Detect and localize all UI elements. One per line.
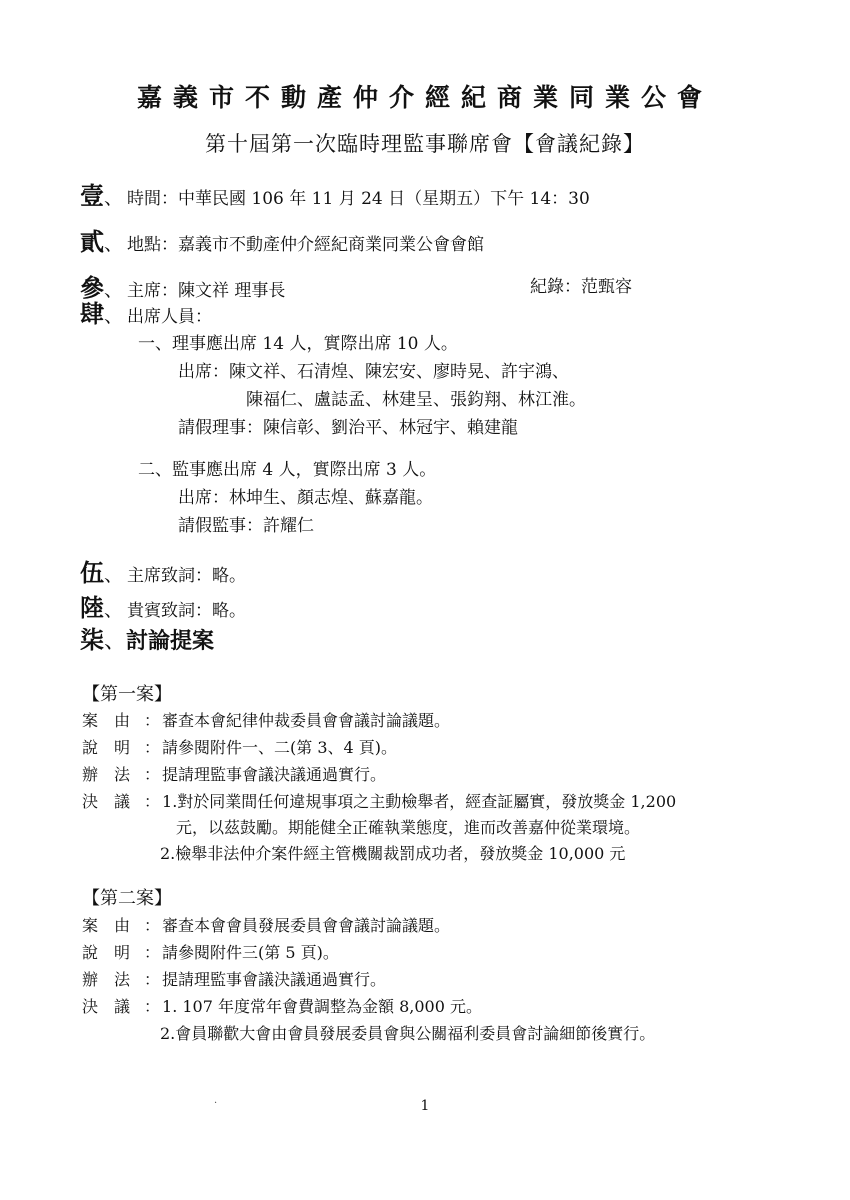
case-2-explanation: 說 明 ： 請參閱附件三(第 5 頁)。 xyxy=(82,940,339,963)
meeting-title: 第十屆第一次臨時理監事聯席會【會議紀錄】 xyxy=(205,132,645,156)
case-2-method: 辦 法 ： 提請理監事會議決議通過實行。 xyxy=(82,967,386,990)
field-label: 辦 法 xyxy=(82,765,131,784)
section-separator: 、 xyxy=(104,564,124,586)
directors-count: 一、理事應出席 14 人，實際出席 10 人。 xyxy=(138,334,458,354)
supervisors-present: 出席：林坤生、顏志煌、蘇嘉龍。 xyxy=(178,488,433,508)
page-number: 1 xyxy=(420,1098,430,1114)
field-value: 1. 107 年度常年會費調整為金額 8,000 元。 xyxy=(162,997,482,1016)
section-separator: 、 xyxy=(104,599,124,621)
section-location xyxy=(80,222,484,257)
field-label: 案 由 xyxy=(82,916,131,935)
field-value: 請參閱附件三(第 5 頁)。 xyxy=(162,943,339,962)
supervisors-count: 二、監事應出席 4 人，實際出席 3 人。 xyxy=(138,460,437,480)
section-text: 出席人員： xyxy=(127,307,213,327)
section-number: 貳 xyxy=(80,227,104,256)
section-separator: 、 xyxy=(104,305,124,327)
field-value: 審查本會會員發展委員會會議討論議題。 xyxy=(162,916,451,935)
field-label: 案 由 xyxy=(82,711,131,730)
directors-present-line-2: 陳福仁、盧誌孟、林建呈、張鈞翔、林江淮。 xyxy=(246,390,586,410)
association-title: 嘉義市不動產仲介經紀商業同業公會 xyxy=(136,83,713,112)
field-value: 審查本會紀律仲裁委員會會議討論議題。 xyxy=(162,711,451,730)
section-number: 柒 xyxy=(80,625,104,654)
case-1-reason: 案 由 ： 審查本會紀律仲裁委員會會議討論議題。 xyxy=(82,708,450,731)
field-value: 提請理監事會議決議通過實行。 xyxy=(162,765,387,784)
section-text: 主席致詞：略。 xyxy=(127,566,247,586)
section-separator: 、 xyxy=(104,187,124,209)
field-label: 說 明 xyxy=(82,943,131,962)
section-text: 時間：中華民國 106 年 11 月 24 日（星期五）下午 14：30 xyxy=(127,189,590,209)
case-1-resolution: 決 議 ： 1.對於同業間任何違規事項之主動檢舉者，經查証屬實，發放獎金 1,200 xyxy=(82,789,676,812)
section-number: 陸 xyxy=(80,593,104,622)
section-text: 貴賓致詞：略。 xyxy=(127,601,247,621)
section-number: 壹 xyxy=(80,181,104,210)
case-2-resolution: 決 議 ： 1. 107 年度常年會費調整為金額 8,000 元。 xyxy=(82,994,482,1017)
case-1-resolution-continued: 元，以茲鼓勵。期能健全正確執業態度，進而改善嘉仲從業環境。 xyxy=(176,818,641,837)
field-value: 提請理監事會議決議通過實行。 xyxy=(162,970,387,989)
directors-on-leave: 請假理事：陳信彰、劉治平、林冠宇、賴建龍 xyxy=(178,418,518,438)
case-2-reason: 案 由 ： 審查本會會員發展委員會會議討論議題。 xyxy=(82,913,450,936)
section-attendance xyxy=(80,294,212,329)
section-time xyxy=(80,176,590,211)
field-label: 決 議 xyxy=(82,792,131,811)
section-discussion xyxy=(80,620,214,655)
directors-present-line-1: 出席：陳文祥、石清煌、陳宏安、廖時晃、許宇鴻、 xyxy=(178,362,569,382)
section-number: 肆 xyxy=(80,299,104,328)
field-value: 請參閱附件一、二(第 3、4 頁)。 xyxy=(162,738,398,757)
section-chair-speech xyxy=(80,553,246,588)
supervisors-on-leave: 請假監事：許耀仁 xyxy=(178,516,314,536)
section-guest-speech xyxy=(80,588,246,623)
section-separator: 、 xyxy=(104,233,124,255)
field-label: 說 明 xyxy=(82,738,131,757)
case-1-method: 辦 法 ： 提請理監事會議決議通過實行。 xyxy=(82,762,386,785)
section-number: 伍 xyxy=(80,558,104,587)
section-text: 討論提案 xyxy=(126,628,215,654)
case-2-resolution-2: 2.會員聯歡大會由會員發展委員會與公關福利委員會討論細節後實行。 xyxy=(160,1024,656,1043)
section-text: 主席：陳文祥 理事長 xyxy=(127,281,286,301)
case-1-heading: 【第一案】 xyxy=(82,684,172,705)
section-separator: 、 xyxy=(104,629,127,654)
recorder: 紀錄：范甄容 xyxy=(530,277,632,297)
field-label: 決 議 xyxy=(82,997,131,1016)
case-1-explanation: 說 明 ： 請參閱附件一、二(第 3、4 頁)。 xyxy=(82,735,397,758)
scan-speck: · xyxy=(214,1098,218,1109)
section-text: 地點：嘉義市不動產仲介經紀商業同業公會會館 xyxy=(127,235,485,255)
section-separator: 、 xyxy=(104,279,124,301)
case-1-resolution-2: 2.檢舉非法仲介案件經主管機關裁罰成功者，發放獎金 10,000 元 xyxy=(160,844,626,863)
field-label: 辦 法 xyxy=(82,970,131,989)
section-number: 參 xyxy=(80,273,104,302)
field-value: 1.對於同業間任何違規事項之主動檢舉者，經查証屬實，發放獎金 1,200 xyxy=(162,792,677,811)
case-2-heading: 【第二案】 xyxy=(82,888,172,909)
